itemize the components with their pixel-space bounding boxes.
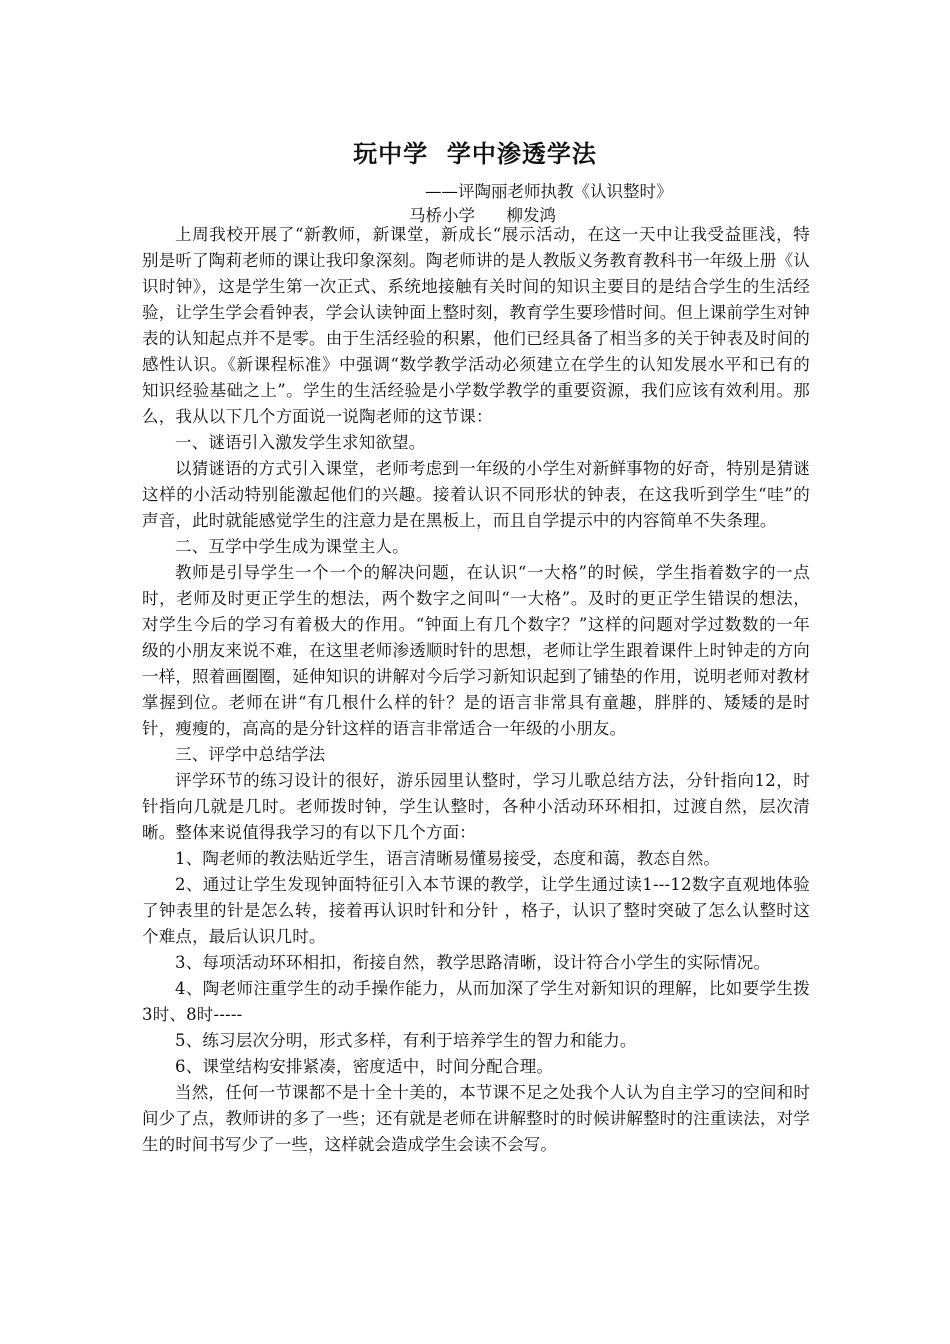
- section-heading-1: 一、谜语引入激发学生求知欲望。: [175, 433, 426, 452]
- document-body: [142, 222, 810, 1158]
- section-heading-3: 三、评学中总结学法: [175, 745, 326, 764]
- list-item-1: 1、陶老师的教法贴近学生，语言清晰易懂易接受，态度和蔼，教态自然。: [175, 849, 721, 868]
- paragraph-intro: 上周我校开展了“新教师，新课堂，新成长“展示活动，在这一天中让我受益匪浅，特别是听了陶莉老师的课让我印象深刻。陶老师讲的是人教版义务教育教科书一年级上册《认识时钟》，这是学生第一次正式、系统地接触有关时间的知识主要目的是结合学生的生活经验，让学生学会看钟表，学会认读钟面上整时刻，教育学生要珍惜时间。但上课前学生对钟表的认知起点并不是零。由于生活经验的积累，他们已经具备了相当多的关于钟表及时间的感性认识。《新课程标准》中强调“数学教学活动必须建立在学生的认知发展水平和已有的知识经验基础之上”。学生的生活经验是小学数学教学的重要资源，我们应该有效利用。那么，我从以下几个方面说一说陶老师的这节课：: [142, 225, 810, 426]
- paragraph-conclusion: 当然，任何一节课都不是十全十美的，本节课不足之处我个人认为自主学习的空间和时间少了点，教师讲的多了一些；还有就是老师在讲解整时的时候讲解整时的注重读法，对学生的时间书写少了一些，这样就会造成学生会读不会写。: [142, 1083, 810, 1154]
- list-item-2: 2、通过让学生发现钟面特征引入本节课的教学，让学生通过读1---12数字直观地体验了钟表里的针是怎么转，接着再认识时针和分针 ，格子，认识了整时突破了怎么认整时这个难点，最后认识几时。: [142, 875, 810, 946]
- paragraph-section-1: 以猜谜语的方式引入课堂，老师考虑到一年级的小学生对新鲜事物的好奇，特别是猜谜这样的小活动特别能激起他们的兴趣。接着认识不同形状的钟表，在这我听到学生“哇”的声音，此时就能感觉学生的注意力是在黑板上，而且自学提示中的内容简单不失条理。: [142, 459, 810, 530]
- list-item-6: 6、课堂结构安排紧凑，密度适中，时间分配合理。: [175, 1057, 554, 1076]
- list-item-3: 3、每项活动环环相扣，衔接自然，教学思路清晰，设计符合小学生的实际情况。: [175, 953, 771, 972]
- document-subtitle: ——评陶丽老师执教《认识整时》: [425, 182, 673, 201]
- paragraph-section-3: 评学环节的练习设计的很好，游乐园里认整时，学习儿歌总结方法，分针指向12，时针指向几就是几时。老师拨时钟，学生认整时，各种小活动环环相扣，过渡自然，层次清晰。整体来说值得我学习的有以下几个方面：: [142, 771, 810, 842]
- list-item-4: 4、陶老师注重学生的动手操作能力，从而加深了学生对新知识的理解，比如要学生拨3时、8时-----: [142, 979, 810, 1024]
- list-item-5: 5、练习层次分明，形式多样，有利于培养学生的智力和能力。: [175, 1031, 637, 1050]
- paragraph-section-2: 教师是引导学生一个一个的解决问题，在认识“一大格”的时候，学生指着数字的一点时，老师及时更正学生的想法，两个数字之间叫“一大格”。及时的更正学生错误的想法，对学生今后的学习有着极大的作用。“钟面上有几个数字？”这样的问题对学过数数的一年级的小朋友来说不难，在这里老师渗透顺时针的思想，老师让学生跟着课件上时钟走的方向一样，照着画圈圈，延伸知识的讲解对今后学习新知识起到了铺垫的作用，说明老师对教材掌握到位。老师在讲“有几根什么样的针？是的语言非常具有童趣，胖胖的、矮矮的是时针，瘦瘦的，高高的是分针这样的语言非常适合一年级的小朋友。: [142, 563, 810, 738]
- section-heading-2: 二、互学中学生成为课堂主人。: [175, 537, 409, 556]
- document-title: 玩中学 学中渗透学法: [353, 140, 597, 168]
- document-author: 马桥小学 柳发鸿: [409, 206, 556, 225]
